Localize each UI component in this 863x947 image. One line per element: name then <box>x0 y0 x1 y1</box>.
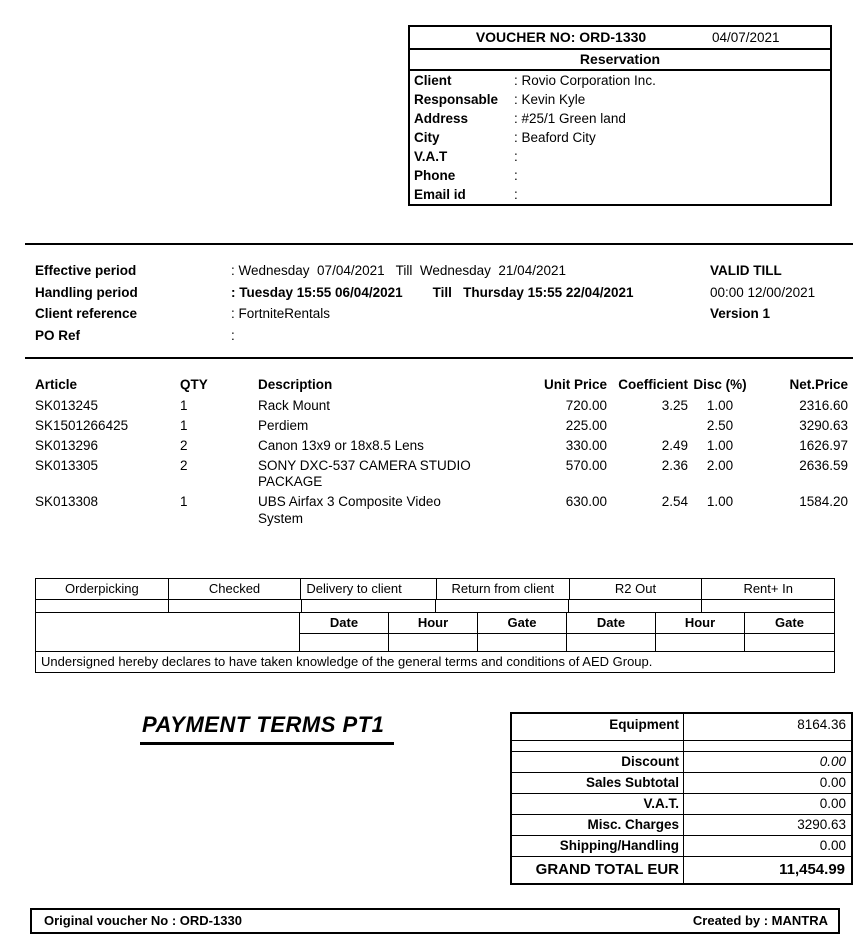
vat-total-value: 0.00 <box>819 796 846 811</box>
version-label: Version 1 <box>710 306 771 322</box>
address-label: Address <box>414 111 469 126</box>
city-row <box>410 128 830 147</box>
voucher-date: 04/07/2021 <box>712 29 780 45</box>
phone-value: : <box>514 168 518 183</box>
article-row <box>35 398 848 415</box>
po-ref-row <box>35 325 633 347</box>
phone-label: Phone <box>414 168 456 183</box>
article-qty: 1 <box>180 397 188 413</box>
po-ref-value: : <box>231 327 235 343</box>
date-subheader: Date <box>567 613 656 634</box>
empty-cell <box>389 634 478 651</box>
misc-charges-value: 3290.63 <box>797 817 846 832</box>
article-code: SK013245 <box>35 397 99 413</box>
article-qty: 1 <box>180 494 188 509</box>
empty-cell <box>169 600 302 613</box>
address-value: : #25/1 Green land <box>514 111 626 126</box>
email-label: Email id <box>414 187 466 202</box>
voucher-number: VOUCHER NO: ORD-1330 <box>475 29 647 45</box>
article-unit-price: 225.00 <box>565 417 607 433</box>
discount-row <box>512 752 851 773</box>
article-qty: 2 <box>180 457 188 473</box>
shipping-handling-label: Shipping/Handling <box>512 836 684 856</box>
city-value: : Beaford City <box>514 130 596 145</box>
misc-charges-row <box>512 815 851 836</box>
sales-subtotal-row <box>512 773 851 794</box>
voucher-number-row <box>410 27 830 50</box>
vat-row <box>410 147 830 166</box>
article-unit-price: 630.00 <box>565 494 607 509</box>
logistics-date-hour-gate <box>300 613 834 651</box>
grand-total-label: GRAND TOTAL EUR <box>512 857 684 883</box>
article-net-price: 1584.20 <box>799 494 848 509</box>
r2-out-header: R2 Out <box>570 579 703 600</box>
disc-col-header: Disc (%) <box>693 377 747 392</box>
created-by: Created by : MANTRA <box>692 913 828 928</box>
period-section <box>35 260 633 346</box>
equipment-label: Equipment <box>512 714 684 740</box>
section-divider-top <box>25 243 853 245</box>
responsable-value: : Kevin Kyle <box>514 92 586 107</box>
delivery-to-client-header: Delivery to client <box>301 579 437 600</box>
po-ref-label: PO Ref <box>35 327 81 343</box>
article-disc: 1.00 <box>706 494 734 509</box>
original-voucher-no: Original voucher No : ORD-1330 <box>44 913 242 928</box>
subheader-row <box>300 613 834 634</box>
article-net-price: 2316.60 <box>799 397 848 413</box>
hour-subheader: Hour <box>389 613 478 634</box>
address-row <box>410 109 830 128</box>
client-reference-value: : FortniteRentals <box>231 306 331 322</box>
email-row <box>410 185 830 204</box>
grand-total-row <box>512 857 851 883</box>
article-description: UBS Airfax 3 Composite Video System <box>258 494 441 526</box>
article-description: Canon 13x9 or 18x8.5 Lens <box>258 437 424 453</box>
article-qty: 1 <box>180 417 188 433</box>
responsable-row <box>410 90 830 109</box>
unit-price-col-header: Unit Price <box>543 377 607 392</box>
article-disc: 2.00 <box>706 457 734 473</box>
article-net-price: 2636.59 <box>799 457 848 473</box>
document-type: Reservation <box>410 50 830 71</box>
vat-total-row <box>512 794 851 815</box>
vat-total-label: V.A.T. <box>512 794 684 814</box>
article-code: SK1501266425 <box>35 417 129 433</box>
client-label: Client <box>414 73 452 88</box>
sales-subtotal-label: Sales Subtotal <box>512 773 684 793</box>
article-unit-price: 570.00 <box>565 457 607 473</box>
shipping-handling-row <box>512 836 851 857</box>
article-description: Perdiem <box>258 417 309 433</box>
article-col-header: Article <box>35 377 78 392</box>
gate-subheader: Gate <box>745 613 834 634</box>
article-code: SK013308 <box>35 494 99 509</box>
equipment-value: 8164.36 <box>797 717 846 732</box>
empty-cell <box>478 634 567 651</box>
empty-cell <box>569 600 702 613</box>
logistics-blank-cell <box>36 613 300 651</box>
checked-header: Checked <box>169 579 302 600</box>
qty-col-header: QTY <box>180 377 208 392</box>
article-coefficient: 3.25 <box>661 397 688 413</box>
gate-subheader: Gate <box>478 613 567 634</box>
article-net-price: 3290.63 <box>799 417 848 433</box>
description-col-header: Description <box>258 377 333 392</box>
sales-subtotal-value: 0.00 <box>819 775 846 790</box>
return-from-client-header: Return from client <box>437 579 570 600</box>
subheader-empty-row <box>300 634 834 651</box>
article-coefficient: 2.54 <box>661 494 688 509</box>
responsable-label: Responsable <box>414 92 499 107</box>
totals-table <box>510 712 853 885</box>
empty-cell <box>300 634 389 651</box>
empty-cell <box>302 600 435 613</box>
net-price-col-header: Net.Price <box>789 377 848 392</box>
article-disc: 1.00 <box>706 437 734 453</box>
article-row <box>35 458 848 491</box>
totals-spacer-row <box>512 741 851 752</box>
logistics-subgrid <box>36 613 834 651</box>
articles-table <box>35 377 848 531</box>
article-coefficient: 2.49 <box>661 437 688 453</box>
article-row <box>35 418 848 435</box>
article-qty: 2 <box>180 437 188 453</box>
logistics-header-row <box>36 579 834 600</box>
article-unit-price: 330.00 <box>565 437 607 453</box>
articles-header-row <box>35 377 848 394</box>
article-disc: 1.00 <box>706 397 734 413</box>
misc-charges-label: Misc. Charges <box>512 815 684 835</box>
client-reference-label: Client reference <box>35 306 138 322</box>
empty-cell <box>36 600 169 613</box>
equipment-row <box>512 714 851 741</box>
city-label: City <box>414 130 440 145</box>
article-code: SK013305 <box>35 457 99 473</box>
article-description: Rack Mount <box>258 397 331 413</box>
handling-period-value: : Tuesday 15:55 06/04/2021 Till Thursday 15:55 22/04/2021 <box>231 284 634 300</box>
rent-in-header: Rent+ In <box>702 579 834 600</box>
voucher-header-box <box>408 25 832 206</box>
effective-period-label: Effective period <box>35 263 137 279</box>
article-description: SONY DXC-537 CAMERA STUDIO PACKAGE <box>258 457 471 489</box>
logistics-empty-row <box>36 600 834 613</box>
empty-cell <box>745 634 834 651</box>
valid-till-block <box>710 260 815 325</box>
empty-cell <box>656 634 745 651</box>
article-unit-price: 720.00 <box>565 397 607 413</box>
effective-period-value: : Wednesday 07/04/2021 Till Wednesday 21/04/2021 <box>231 263 566 279</box>
article-row <box>35 438 848 455</box>
article-net-price: 1626.97 <box>799 437 848 453</box>
client-row <box>410 71 830 90</box>
declaration-text: Undersigned hereby declares to have taken knowledge of the general terms and conditions of AED Group. <box>36 651 834 672</box>
effective-period-row <box>35 260 633 282</box>
logistics-table <box>35 578 835 673</box>
shipping-handling-value: 0.00 <box>819 838 846 853</box>
empty-cell <box>684 744 851 749</box>
orderpicking-header: Orderpicking <box>36 579 169 600</box>
footer-bar <box>30 908 840 934</box>
phone-row <box>410 166 830 185</box>
handling-period-row <box>35 282 633 304</box>
empty-cell <box>436 600 569 613</box>
empty-cell <box>702 600 834 613</box>
article-row <box>35 494 848 527</box>
email-value: : <box>514 187 518 202</box>
payment-terms-title: PAYMENT TERMS PT1 <box>140 712 394 745</box>
discount-label: Discount <box>512 752 684 772</box>
article-coefficient: 2.36 <box>661 457 688 473</box>
section-divider-articles <box>25 357 853 359</box>
date-subheader: Date <box>300 613 389 634</box>
vat-value: : <box>514 149 518 164</box>
handling-period-label: Handling period <box>35 284 138 300</box>
article-disc: 2.50 <box>706 417 734 433</box>
grand-total-value: 11,454.99 <box>779 861 845 878</box>
article-code: SK013296 <box>35 437 99 453</box>
empty-cell <box>567 634 656 651</box>
discount-value: 0.00 <box>819 754 846 769</box>
valid-till-label: VALID TILL <box>710 263 782 279</box>
client-value: : Rovio Corporation Inc. <box>514 73 656 88</box>
valid-till-value: 00:00 12/00/2021 <box>710 284 816 300</box>
coefficient-col-header: Coefficient <box>618 377 688 392</box>
vat-label: V.A.T <box>414 149 448 164</box>
client-reference-row <box>35 303 633 325</box>
hour-subheader: Hour <box>656 613 745 634</box>
empty-cell <box>512 741 684 751</box>
